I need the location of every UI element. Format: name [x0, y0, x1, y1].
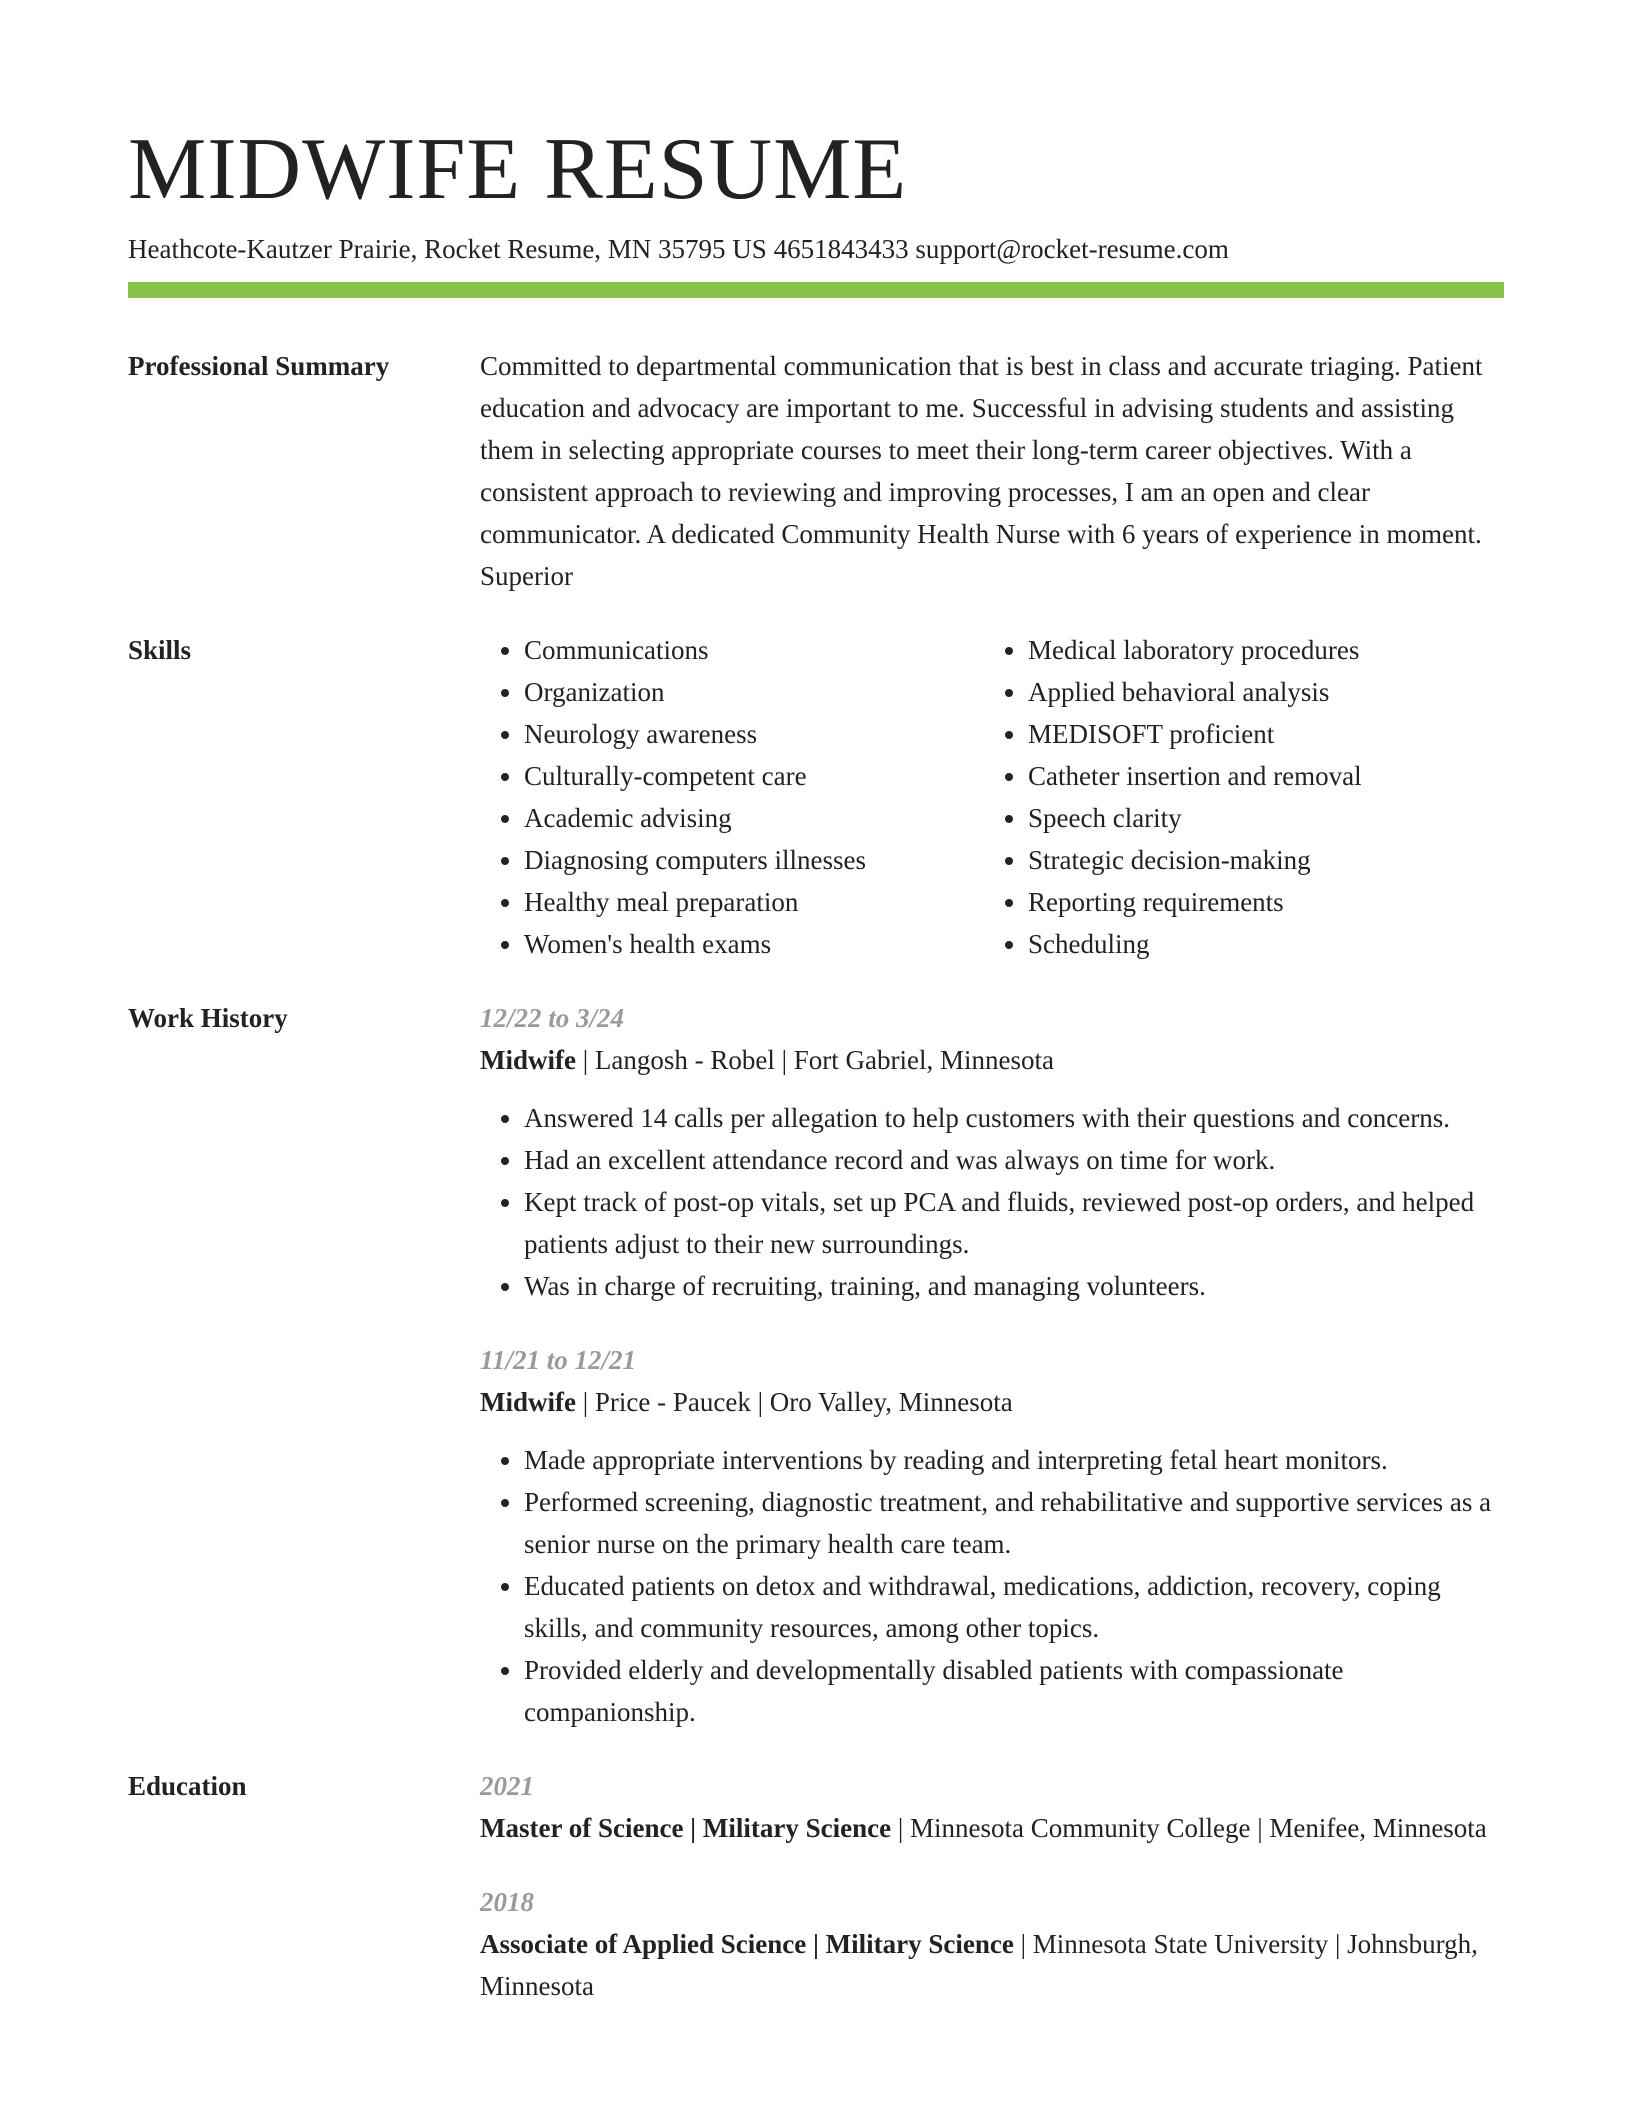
job-bullet: • Made appropriate interventions by reading and interpreting fetal heart monitors. [524, 1439, 1504, 1481]
job-entry [480, 1339, 1504, 1733]
skill-item: • Women's health exams [524, 923, 984, 965]
degree-year: 2018 [480, 1887, 534, 1917]
contact-line: Heathcote-Kautzer Prairie, Rocket Resume, MN 35795 US 4651843433 support@rocket-resume.com [128, 234, 1229, 264]
skill-item: • Reporting requirements [1028, 881, 1488, 923]
section-label-work-history: Work History [128, 1003, 288, 1033]
job-title: Midwife [480, 1045, 576, 1075]
skill-item: • MEDISOFT proficient [1028, 713, 1488, 755]
section-label-education: Education [128, 1771, 247, 1801]
degree-entry [480, 1765, 1504, 1849]
degree-entry [480, 1881, 1504, 2007]
skills-list-right [984, 629, 1488, 965]
education-section [128, 1765, 1504, 2007]
skills-list-left [480, 629, 984, 965]
degree-name: Associate of Applied Science | Military Science [480, 1929, 1014, 1959]
skill-item: • Organization [524, 671, 984, 713]
job-dates: 11/21 to 12/21 [480, 1345, 637, 1375]
job-bullet: • Was in charge of recruiting, training, and managing volunteers. [524, 1265, 1504, 1307]
work-history-section [128, 997, 1504, 1733]
skill-item: • Healthy meal preparation [524, 881, 984, 923]
job-bullet: • Had an excellent attendance record and was always on time for work. [524, 1139, 1504, 1181]
section-label-skills: Skills [128, 635, 192, 665]
resume-title: MIDWIFE RESUME [128, 121, 908, 218]
work-history-body [480, 997, 1504, 1733]
job-bullet: • Performed screening, diagnostic treatment, and rehabilitative and supportive services as a senior nurse on the primary health care team. [524, 1481, 1504, 1565]
skill-item: • Neurology awareness [524, 713, 984, 755]
job-bullet: • Answered 14 calls per allegation to help customers with their questions and concerns. [524, 1097, 1504, 1139]
degree-details: | Minnesota State University | Johnsburgh, Minnesota [480, 1929, 1478, 2001]
degree-line [480, 1923, 1504, 2007]
skill-item: • Speech clarity [1028, 797, 1488, 839]
skill-item: • Culturally-competent care [524, 755, 984, 797]
skill-item: • Diagnosing computers illnesses [524, 839, 984, 881]
job-title: Midwife [480, 1387, 576, 1417]
degree-name: Master of Science | Military Science [480, 1813, 892, 1843]
job-role-line [480, 1381, 1504, 1423]
education-body [480, 1765, 1504, 2007]
summary-section [128, 345, 1504, 597]
skill-item: • Applied behavioral analysis [1028, 671, 1488, 713]
skill-item: • Strategic decision-making [1028, 839, 1488, 881]
skills-columns [480, 629, 1504, 965]
job-role-line [480, 1039, 1504, 1081]
resume-page [128, 118, 1504, 2007]
job-bullet: • Provided elderly and developmentally disabled patients with compassionate companionship. [524, 1649, 1504, 1733]
skill-item: • Academic advising [524, 797, 984, 839]
summary-text: Committed to departmental communication that is best in class and accurate triaging. Patient education and advocacy are important to me. Successful in advising students and assisting them in selecting appropriate courses to meet their long-term career objectives. With a consistent approach to reviewing and improving processes, I am an open and clear communicator. A dedicated Community Health Nurse with 6 years of experience in moment. Superior [480, 351, 1483, 591]
skill-item: • Communications [524, 629, 984, 671]
job-dates: 12/22 to 3/24 [480, 1003, 625, 1033]
skill-item: • Medical laboratory procedures [1028, 629, 1488, 671]
degree-details: | Minnesota Community College | Menifee, Minnesota [891, 1813, 1487, 1843]
degree-line [480, 1807, 1504, 1849]
section-label-summary: Professional Summary [128, 351, 390, 381]
skill-item: • Catheter insertion and removal [1028, 755, 1488, 797]
job-details: | Langosh - Robel | Fort Gabriel, Minnesota [575, 1045, 1054, 1075]
degree-year: 2021 [480, 1771, 534, 1801]
job-bullet: • Educated patients on detox and withdrawal, medications, addiction, recovery, coping skills, and community resources, among other topics. [524, 1565, 1504, 1649]
accent-divider [128, 282, 1504, 298]
job-details: | Price - Paucek | Oro Valley, Minnesota [575, 1387, 1013, 1417]
job-bullet: • Kept track of post-op vitals, set up PCA and fluids, reviewed post-op orders, and helped patients adjust to their new surroundings. [524, 1181, 1504, 1265]
skills-section [128, 629, 1504, 965]
job-bullets [480, 1097, 1504, 1307]
skill-item: • Scheduling [1028, 923, 1488, 965]
job-bullets [480, 1439, 1504, 1733]
job-entry [480, 997, 1504, 1307]
